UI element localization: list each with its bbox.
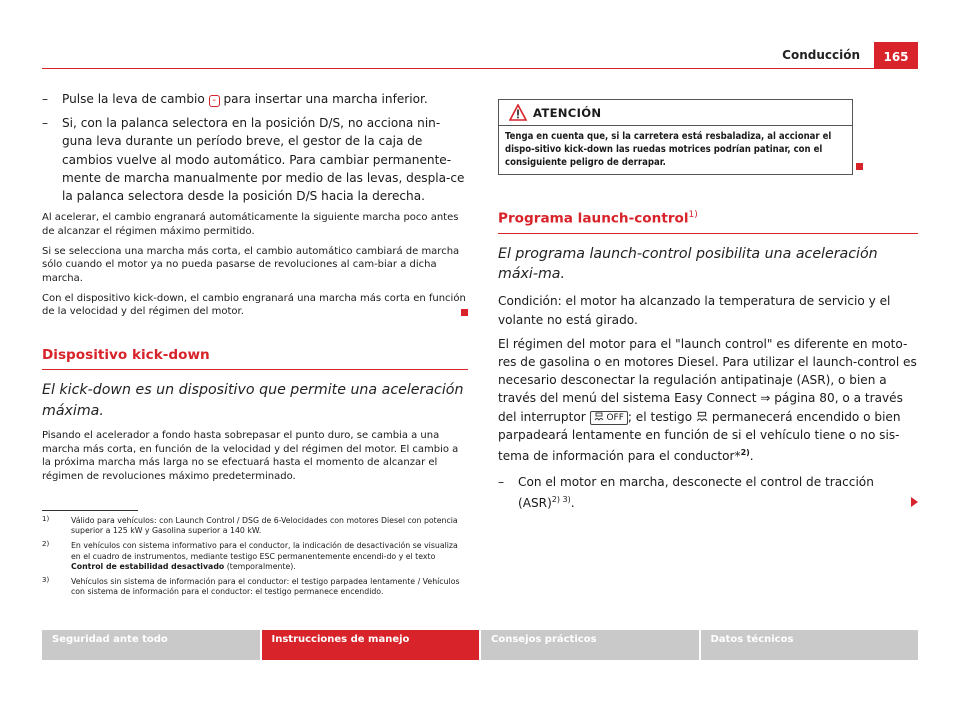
footnote-bold-text: Control de estabilidad desactivado xyxy=(71,561,225,571)
footnote-ref: 1) xyxy=(688,210,698,220)
section-end-icon xyxy=(461,309,468,316)
body-paragraph: Si se selecciona una marcha más corta, el cambio automático cambiará de marcha sólo cuando el motor ya no pueda pasarse de revoluciones al cam-biar a dicha marcha. xyxy=(42,245,460,285)
warning-text: Tenga en cuenta que, si la carretera está resbaladiza, al accionar el dispo-sitivo kick-down las ruedas motrices podrían patinar, con el consiguiente peligro de derrapar. xyxy=(505,131,832,168)
nav-tab-datos[interactable]: Datos técnicos xyxy=(701,630,919,660)
shift-down-paddle-icon: - xyxy=(209,95,220,107)
list-item-text: Con el motor en marcha, desconecte el control de tracción (ASR) xyxy=(518,475,874,511)
warning-header xyxy=(499,100,852,126)
bottom-nav xyxy=(42,630,918,660)
nav-tab-seguridad[interactable]: Seguridad ante todo xyxy=(42,630,260,660)
section-end-icon xyxy=(856,163,863,170)
page-number: 165 xyxy=(874,42,918,69)
list-item-text: Si, con la palanca selectora en la posición D/S, no acciona nin-guna leva durante un período breve, el gestor de la caja de cambios vuelve al modo automático. Para cambiar permanente-mente de marcha manualmente por medio de las levas, despla-ce la palanca selectora desde la posición D/S hacia la derecha. xyxy=(62,116,465,204)
footnote-text: (temporalmente). xyxy=(224,561,296,571)
list-dash: – xyxy=(498,475,505,490)
footnote-ref: 2) xyxy=(740,447,750,457)
footnote-text: Válido para vehículos: con Launch Control / DSG de 6-Velocidades con motores Diesel con potencia superior a 125 kW y Gasolina superior a 140 kW. xyxy=(71,516,458,536)
list-dash: – xyxy=(42,92,49,106)
warning-label: ATENCIÓN xyxy=(533,106,602,120)
asr-off-switch xyxy=(590,411,628,425)
switch-label: OFF xyxy=(606,412,624,423)
warning-box xyxy=(498,99,853,175)
body-paragraph xyxy=(42,292,468,319)
body-paragraph: Al acelerar, el cambio engranará automáticamente la siguiente marcha poco antes de alcanzar el régimen máximo permitido. xyxy=(42,212,459,237)
warning-triangle-icon xyxy=(509,104,527,121)
footnote-number: 1) xyxy=(42,515,50,523)
footnote-number: 2) xyxy=(42,540,50,549)
footnote xyxy=(42,541,468,572)
header-title: Conducción xyxy=(782,48,860,62)
body-paragraph xyxy=(498,335,918,465)
list-item-text: para insertar una marcha inferior. xyxy=(223,92,428,106)
body-text: Con el dispositivo kick-down, el cambio engranará una marcha más corta en función de la velocidad y del régimen del motor. xyxy=(42,292,466,318)
footnote-rule xyxy=(42,510,138,511)
right-column xyxy=(498,210,918,519)
section-title-text: Programa launch-control xyxy=(498,210,689,227)
footnote-text: En vehículos con sistema informativo para el conductor, la indicación de desactivación se visualiza en el cuadro de instrumentos, mediante testigo ESC permanentemente encendi-do y el texto xyxy=(71,541,458,561)
section-title-launch-control xyxy=(498,210,918,234)
footnote-ref: 2) 3) xyxy=(551,495,571,505)
body-text: El régimen del motor para el "launch control" es diferente en moto-res de gasolina o en motores Diesel. Para utilizar el launch-control es necesario desconectar la regulación antipatinaje (ASR), o bien a través del menú del sistema Easy Connect ⇒ página 80, o a través del interruptor xyxy=(498,336,917,424)
body-paragraph: Pisando el acelerador a fondo hasta sobrepasar el punto duro, se cambia a una marcha más corta, en función de la velocidad y del régimen del motor. El cambio a la próxima marcha más larga no se efectuará hasta el momento de alcanzar el régimen de revoluciones máximo predeterminado. xyxy=(42,429,459,483)
footnote xyxy=(42,577,468,597)
section-lead: El programa launch-control posibilita una aceleración máxi-ma. xyxy=(498,245,878,282)
traction-control-icon xyxy=(594,412,604,421)
body-text: permanecerá encendido o bien parpadeará lentamente en función de si el vehículo tiene o no sis-tema de información para el conductor* xyxy=(498,409,901,463)
section-title-kickdown: Dispositivo kick-down xyxy=(42,347,468,370)
footnote-text: Vehículos sin sistema de información para el conductor: el testigo parpadea lentamente / Vehículos con sistema de información para el conductor: el testigo permanece encendido. xyxy=(71,577,460,597)
body-text: ; el testigo xyxy=(627,409,693,424)
footnotes xyxy=(42,516,468,602)
footnote xyxy=(42,516,468,536)
body-paragraph: Condición: el motor ha alcanzado la temperatura de servicio y el volante no está girado. xyxy=(498,294,891,327)
list-item-text: . xyxy=(570,496,575,511)
left-column xyxy=(42,90,468,490)
traction-control-icon xyxy=(696,411,708,422)
nav-tab-instrucciones[interactable]: Instrucciones de manejo xyxy=(262,630,480,660)
body-text: . xyxy=(749,449,754,463)
list-item-text: Pulse la leva de cambio xyxy=(62,92,205,106)
list-item xyxy=(42,114,468,205)
section-lead: El kick-down es un dispositivo que permite una aceleración máxima. xyxy=(42,382,464,419)
nav-tab-consejos[interactable]: Consejos prácticos xyxy=(481,630,699,660)
footnote-number: 3) xyxy=(42,576,50,585)
list-item xyxy=(42,90,468,108)
list-dash: – xyxy=(42,116,49,131)
list-item xyxy=(498,473,918,512)
header-rule xyxy=(42,68,874,69)
continue-arrow-icon xyxy=(911,497,918,507)
